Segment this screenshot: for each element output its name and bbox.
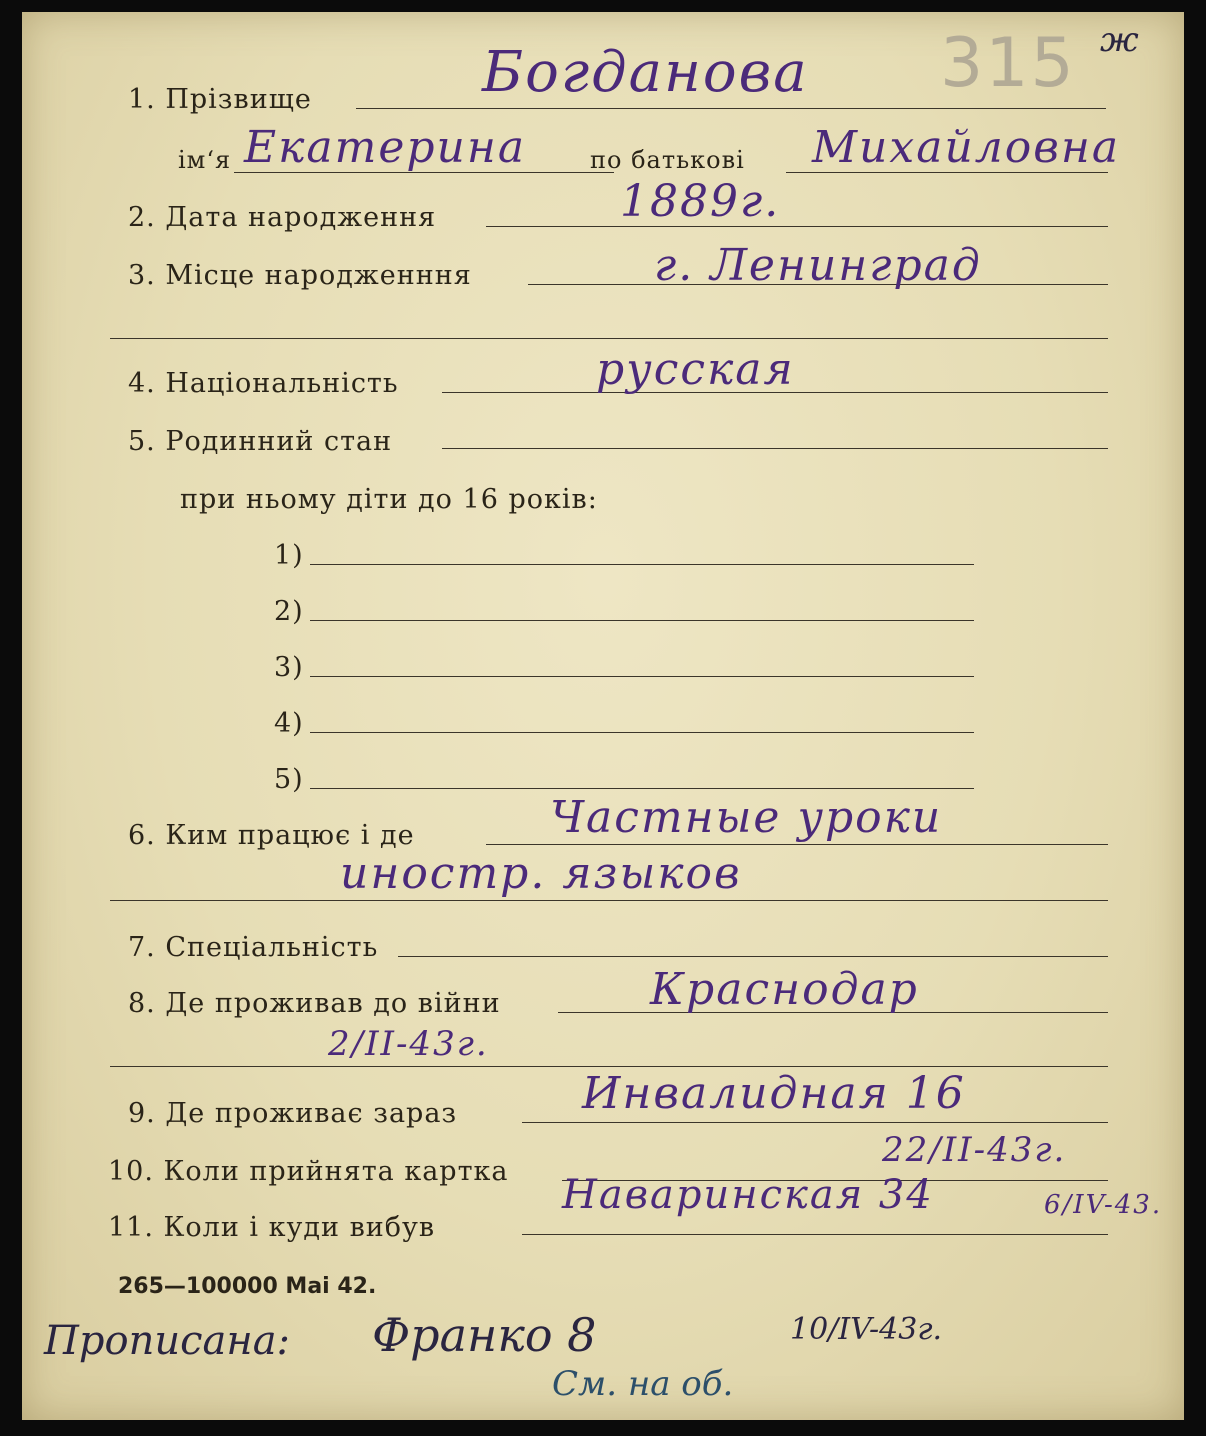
birthplace-line-2 (110, 338, 1108, 339)
field-specialty-label: 7. Спеціальність (128, 932, 379, 963)
handwritten-work-1: Частные уроки (550, 792, 943, 843)
handwritten-work-2: иностр. языков (340, 848, 742, 899)
registered-date: 10/IV-43г. (790, 1312, 943, 1347)
handwritten-birthdate: 1889г. (620, 176, 781, 227)
handwritten-name: Екатерина (244, 122, 527, 173)
surname-line (356, 108, 1106, 109)
current-line (522, 1122, 1108, 1123)
departure-line (522, 1234, 1108, 1235)
work-line-2 (110, 900, 1108, 901)
child-2-line (310, 620, 974, 621)
child-5-label: 5) (274, 764, 304, 795)
child-4-label: 4) (274, 708, 304, 739)
child-3-label: 3) (274, 652, 304, 683)
reverse-side-note: См. на об. (552, 1364, 734, 1404)
handwritten-departure-date: 6/IV-43. (1044, 1190, 1163, 1220)
print-code: 265—100000 Mai 42. (118, 1274, 377, 1299)
field-work-label: 6. Ким працює і де (128, 820, 415, 851)
handwritten-nationality: русская (596, 344, 795, 395)
handwritten-prewar-date: 2/II-43г. (328, 1024, 489, 1064)
field-birthdate-label: 2. Дата народження (128, 202, 437, 233)
birthdate-line (486, 226, 1108, 227)
registration-card (22, 12, 1184, 1420)
field-surname-label: 1. Прізвище (128, 84, 312, 115)
field-departure-label: 11. Коли і куди вибув (108, 1212, 436, 1243)
field-family-label: 5. Родинний стан (128, 426, 393, 457)
registered-label: Прописана: (44, 1318, 291, 1364)
field-current-label: 9. Де проживає зараз (128, 1098, 458, 1129)
prewar-line-2 (110, 1066, 1108, 1067)
registered-address: Франко 8 (372, 1308, 597, 1362)
handwritten-prewar-place: Краснодар (650, 964, 919, 1015)
specialty-line (398, 956, 1108, 957)
handwritten-current-address: Инвалидная 16 (582, 1068, 966, 1119)
field-nationality-label: 4. Національність (128, 368, 399, 399)
handwritten-birthplace: г. Ленинград (654, 240, 982, 291)
work-line (486, 844, 1108, 845)
corner-mark: ж (1100, 20, 1139, 60)
handwritten-surname: Богданова (482, 40, 809, 105)
field-patronymic-label: по батькові (590, 146, 745, 174)
children-label: при ньому діти до 16 років: (180, 484, 598, 515)
handwritten-departure: Наваринская 34 (562, 1172, 934, 1218)
field-name-label: ім‘я (178, 146, 232, 174)
child-4-line (310, 732, 974, 733)
field-card-date-label: 10. Коли прийнята картка (108, 1156, 509, 1187)
family-line (442, 448, 1108, 449)
child-1-label: 1) (274, 540, 304, 571)
handwritten-card-date: 22/II-43г. (882, 1130, 1067, 1170)
child-1-line (310, 564, 974, 565)
pencil-number: 315 (940, 24, 1076, 103)
field-birthplace-label: 3. Місце народженння (128, 260, 472, 291)
child-5-line (310, 788, 974, 789)
handwritten-patronymic: Михайловна (812, 122, 1121, 173)
child-2-label: 2) (274, 596, 304, 627)
field-prewar-label: 8. Де проживав до війни (128, 988, 501, 1019)
child-3-line (310, 676, 974, 677)
